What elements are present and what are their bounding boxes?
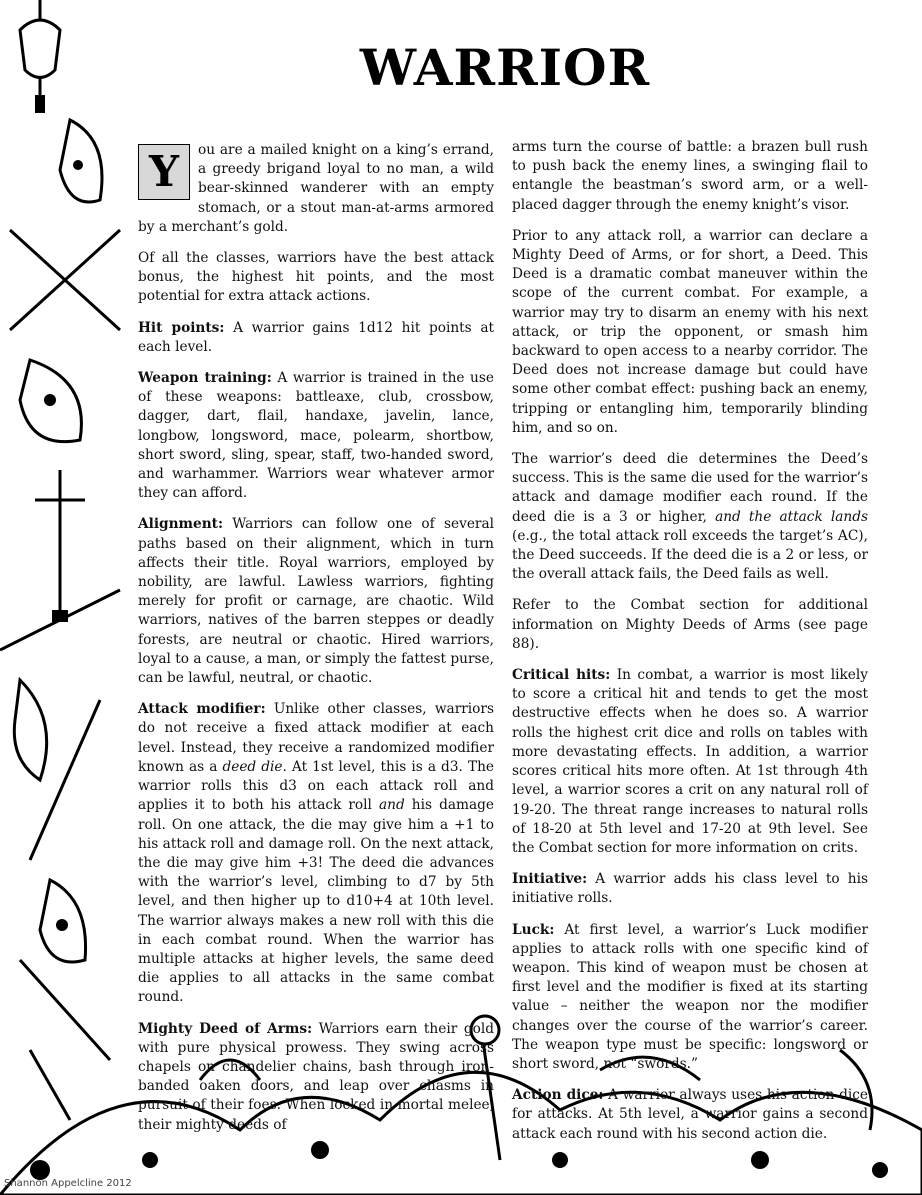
attack-modifier-paragraph: Attack modifier: Unlike other classes, warriors do not receive a fixed attack modifier at each level. Instead, they receive a randomized modifier known as a deed die. At 1st level, this is a d3. The warrior rolls this d3 on each attack roll and applies it to both his attack roll and his damage roll. On one attack, the die may give him a +1 to his attack roll and damage roll. On the next attack, the die may give him +3! The deed die advances with the warrior’s level, climbing to d7 by 5th level, and then higher up to d10+4 at 10th level. The warrior always makes a new roll with this die in each combat round. When the warrior has multiple attacks at higher levels, the same deed die applies to all attacks in the same combat round.	[138, 701, 495, 1006]
deed-declaration-paragraph: Prior to any attack roll, a warrior can declare a Mighty Deed of Arms, or for short, a Deed. This Deed is a dramatic combat maneuver within the scope of the current combat. For example, a warrior may try to disarm an enemy with his next attack, or trip the opponent, or smash him backward to open access to a nearby corridor. The Deed does not increase damage but could have some other combat effect: pushing back an enemy, tripping or entangling him, temporarily blinding him, and so on.	[512, 227, 868, 436]
luck-paragraph: Luck: At first level, a warrior’s Luck modifier applies to attack rolls with one specific kind of weapon. This kind of weapon must be chosen at first level and the modifier is fixed at its starting value – neither the weapon nor the modifier changes over the course of the warrior’s career. The weapon type must be specific: longsword or short sword, not “swords.”	[512, 921, 868, 1072]
action-dice-paragraph: Action dice: A warrior always uses his action dice for attacks. At 5th level, a warrior gains a second attack each round with his second action die.	[512, 1087, 868, 1142]
alignment-paragraph: Alignment: Warriors can follow one of several paths based on their alignment, which in turn affects their title. Royal warriors, employed by nobility, are lawful. Lawless warriors, fighting merely for profit or carnage, are chaotic. Wild warriors, natives of the barren steppes or deadly forests, are neutral or chaotic. Hired warriors, loyal to a cause, a man, or simply the fattest purse, can be lawful, neutral, or chaotic.	[138, 516, 494, 687]
right-column	[512, 138, 868, 1156]
critical-hits-paragraph: Critical hits: In combat, a warrior is most likely to score a critical hit and tends to get the most destructive effects when he does so. A warrior rolls the highest crit dice and rolls on tables with more devastating effects. In addition, a warrior scores critical hits more often. At 1st through 4th level, a warrior scores a crit on any natural roll of 19-20. The threat range increases to natural rolls of 18-20 at 5th level and 17-20 at 9th level. See the Combat section for more information on crits.	[512, 667, 868, 856]
drop-cap: Y	[138, 144, 190, 200]
intro-paragraph: Y ou are a mailed knight on a king’s errand, a greedy brigand loyal to no man, a wild bear-skinned wanderer with an empty stomach, or a stout man-at-arms armored by a merchant’s gold.	[138, 142, 494, 235]
hit-points-paragraph: Hit points: A warrior gains 1d12 hit points at each level.	[138, 319, 494, 355]
mighty-deed-paragraph: Mighty Deed of Arms: Warriors earn their gold with pure physical prowess. They swing across chapels on chandelier chains, bash through iron-banded oaken doors, and leap over chasms in pursuit of their foes. When locked in mortal melee, their mighty deeds of	[138, 1020, 494, 1133]
deed-die-paragraph: The warrior’s deed die determines the Deed’s success. This is the same die used for the warrior’s attack and damage modifier each round. If the deed die is a 3 or higher, and the attack lands (e.g., the total attack roll exceeds the target’s AC), the Deed succeeds. If the deed die is a 2 or less, or the overall attack fails, the Deed fails as well.	[512, 451, 868, 583]
left-column	[138, 141, 494, 1147]
deed-continuation-paragraph: arms turn the course of battle: a brazen bull rush to push back the enemy lines, a swinging flail to entangle the beastman’s sword arm, or a well-placed dagger through the enemy knight’s visor.	[512, 139, 868, 213]
classes-paragraph: Of all the classes, warriors have the best attack bonus, the highest hit points, and the most potential for extra attack actions.	[138, 250, 494, 305]
page-title: WARRIOR	[359, 38, 651, 97]
initiative-paragraph: Initiative: A warrior adds his class level to his initiative rolls.	[512, 871, 868, 907]
artist-credit: Shannon Appelcline 2012	[4, 1178, 132, 1189]
weapon-training-paragraph: Weapon training: A warrior is trained in the use of these weapons: battleaxe, club, crossbow, dagger, dart, flail, handaxe, javelin, lance, longbow, longsword, mace, polearm, shortbow, short sword, sling, spear, staff, two-handed sword, and warhammer. Warriors wear whatever armor they can afford.	[138, 370, 494, 502]
combat-reference-paragraph: Refer to the Combat section for additional information on Mighty Deeds of Arms (see page 88).	[512, 597, 868, 652]
